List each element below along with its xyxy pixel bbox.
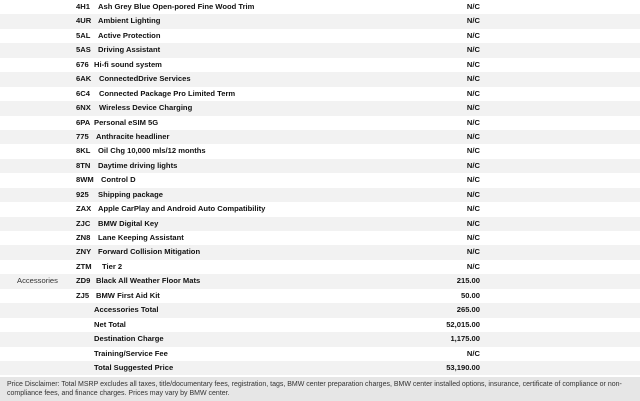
- option-code: 4H1: [76, 2, 90, 11]
- option-price: N/C: [466, 2, 480, 11]
- summary-row: [0, 347, 640, 361]
- option-price: N/C: [466, 218, 480, 228]
- summary-value: 52,015.00: [446, 319, 480, 329]
- table-row: [0, 0, 640, 14]
- option-code: 6AK: [76, 74, 92, 84]
- option-code: 4UR: [76, 16, 92, 26]
- table-row: [0, 289, 640, 303]
- table-row: [0, 43, 640, 57]
- summary-row: [0, 318, 640, 332]
- option-code: 6PA: [76, 117, 91, 127]
- table-row: [0, 202, 640, 216]
- option-code: 5AS: [76, 45, 91, 55]
- option-price: 50.00: [460, 290, 480, 300]
- summary-value: N/C: [466, 348, 480, 358]
- option-code: 676: [76, 59, 89, 69]
- option-price: N/C: [466, 160, 480, 170]
- table-row: [0, 58, 640, 72]
- table-row: [0, 101, 640, 115]
- option-price: N/C: [466, 146, 480, 156]
- option-code: 8WM: [76, 175, 94, 185]
- option-description: Ambient Lighting: [98, 16, 161, 26]
- option-description: Ash Grey Blue Open-pored Fine Wood Trim: [98, 2, 255, 11]
- option-price: N/C: [466, 103, 480, 113]
- option-price: N/C: [466, 88, 480, 98]
- option-code: 6NX: [76, 103, 91, 113]
- summary-value: 53,190.00: [446, 362, 480, 372]
- option-price: N/C: [466, 233, 480, 242]
- option-code: 5AL: [76, 30, 91, 40]
- option-price: N/C: [466, 189, 480, 199]
- option-code: ZJ5: [76, 290, 90, 300]
- table-row: [0, 274, 640, 288]
- option-description: Personal eSIM 5G: [94, 117, 159, 127]
- summary-label: Total Suggested Price: [94, 362, 174, 372]
- table-row: [0, 173, 640, 187]
- option-description: BMW Digital Key: [98, 218, 159, 228]
- summary-value: 265.00: [456, 305, 480, 315]
- option-description: ConnectedDrive Services: [99, 74, 191, 84]
- option-price: N/C: [466, 204, 480, 214]
- table-row: [0, 72, 640, 86]
- table-row: [0, 245, 640, 259]
- option-description: Anthracite headliner: [96, 131, 170, 141]
- option-code: 8TN: [76, 160, 91, 170]
- summary-row: [0, 303, 640, 317]
- category-label: Accessories: [17, 276, 58, 286]
- table-row: [0, 159, 640, 173]
- option-price: N/C: [466, 30, 480, 40]
- option-code: 8KL: [76, 146, 91, 156]
- option-description: Apple CarPlay and Android Auto Compatibility: [98, 204, 266, 214]
- option-price: N/C: [466, 175, 480, 185]
- option-code: ZTM: [76, 261, 92, 271]
- option-description: Black All Weather Floor Mats: [96, 276, 201, 286]
- option-code: ZN8: [76, 233, 91, 242]
- summary-label: Training/Service Fee: [94, 348, 168, 358]
- table-row: [0, 130, 640, 144]
- summary-row: [0, 361, 640, 375]
- option-price: N/C: [466, 247, 480, 257]
- option-price: N/C: [466, 16, 480, 26]
- option-price: N/C: [466, 45, 480, 55]
- option-price: N/C: [466, 261, 480, 271]
- option-code: ZD9: [76, 276, 91, 286]
- option-code: ZJC: [76, 218, 91, 228]
- option-description: Lane Keeping Assistant: [98, 233, 184, 242]
- option-description: BMW First Aid Kit: [96, 290, 160, 300]
- option-price: N/C: [466, 131, 480, 141]
- summary-row: [0, 332, 640, 346]
- table-row: [0, 29, 640, 43]
- table-row: [0, 14, 640, 28]
- table-row: [0, 217, 640, 231]
- table-row: [0, 260, 640, 274]
- table-row: [0, 144, 640, 158]
- option-price: N/C: [466, 117, 480, 127]
- option-description: Forward Collision Mitigation: [98, 247, 201, 257]
- option-description: Active Protection: [98, 30, 161, 40]
- option-description: Driving Assistant: [98, 45, 161, 55]
- option-code: 775: [76, 131, 89, 141]
- option-description: Control D: [101, 175, 136, 185]
- table-row: [0, 87, 640, 101]
- option-code: 925: [76, 189, 89, 199]
- option-description: Tier 2: [102, 261, 123, 271]
- summary-label: Net Total: [94, 319, 126, 329]
- summary-label: Accessories Total: [94, 305, 159, 315]
- option-code: 6C4: [76, 88, 90, 98]
- option-code: ZNY: [76, 247, 92, 257]
- table-row: [0, 231, 640, 245]
- table-row: [0, 116, 640, 130]
- option-price: 215.00: [456, 276, 480, 286]
- summary-label: Destination Charge: [94, 334, 164, 344]
- option-description: Hi-fi sound system: [94, 59, 162, 69]
- option-code: ZAX: [76, 204, 92, 214]
- table-row: [0, 188, 640, 202]
- price-disclaimer: Price Disclaimer: Total MSRP excludes all taxes, title/documentary fees, registration, tags, BMW center preparation charges, BMW center installed options, insurance, certificate of compliance or non-compliance fees, and finance charges. Prices may vary by BMW center.: [0, 377, 640, 401]
- option-description: Connected Package Pro Limited Term: [99, 88, 236, 98]
- option-description: Oil Chg 10,000 mls/12 months: [98, 146, 206, 156]
- option-description: Shipping package: [98, 189, 163, 199]
- option-description: Daytime driving lights: [98, 160, 178, 170]
- option-price: N/C: [466, 74, 480, 84]
- option-price: N/C: [466, 59, 480, 69]
- option-description: Wireless Device Charging: [99, 103, 193, 113]
- summary-value: 1,175.00: [450, 334, 480, 344]
